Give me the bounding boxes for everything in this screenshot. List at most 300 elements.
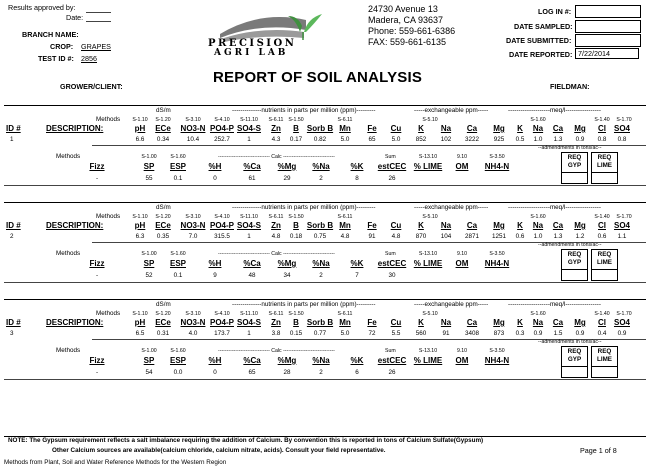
sample-value: 0.8 xyxy=(597,136,607,143)
exch-ppm-label: -----exchangeable ppm----- xyxy=(414,204,489,211)
block-top-rule xyxy=(4,105,646,106)
report-title: REPORT OF SOIL ANALYSIS xyxy=(213,69,423,86)
column-header-2: %K xyxy=(350,162,364,171)
method-code: S-1.70 xyxy=(616,117,632,123)
sample-value-2: 9 xyxy=(213,272,217,279)
method-code: S-1.40 xyxy=(594,311,610,317)
column-header-2: NH4-N xyxy=(484,356,510,365)
block-top-rule xyxy=(4,299,646,300)
req-text: REQ xyxy=(567,251,582,258)
sample-value: 104 xyxy=(440,233,452,240)
method-code: S-6.11 xyxy=(337,117,353,123)
block-bottom-rule xyxy=(4,282,646,283)
sum-label: Sum xyxy=(385,348,396,354)
sample-value: 0.5 xyxy=(515,136,525,143)
crop-label: CROP: xyxy=(50,42,74,51)
column-header: SO4-S xyxy=(236,124,261,133)
column-header: PO4-P xyxy=(209,124,234,133)
description-label: DESCRIPTION: xyxy=(46,221,104,230)
sample-value: 1.5 xyxy=(553,330,563,337)
methods-source: Methods from Plant, Soil and Water Reference Methods for the Western Region xyxy=(4,459,227,466)
lab-logo xyxy=(200,4,340,60)
log-in-field xyxy=(575,5,641,18)
column-header-2: estCEC xyxy=(377,162,407,171)
fieldman-label: FIELDMAN: xyxy=(550,82,590,91)
column-header: Na xyxy=(440,124,452,133)
sample-id: 1 xyxy=(10,136,14,143)
method-code: S-6.11 xyxy=(268,117,284,123)
date-label: Date: xyxy=(66,13,84,22)
method-code: S-1.20 xyxy=(155,311,171,317)
method-code: S-1.70 xyxy=(616,311,632,317)
method-code: S-3.10 xyxy=(185,117,201,123)
column-header: Cl xyxy=(598,221,606,230)
sample-value-2: 7 xyxy=(355,272,359,279)
lime-text: LIME xyxy=(596,356,613,363)
req-lime-header xyxy=(591,346,618,367)
column-header: SO4 xyxy=(613,124,630,133)
method-code: S-1.40 xyxy=(594,214,610,220)
column-header-2: NH4-N xyxy=(484,162,510,171)
date-reported-label: DATE REPORTED: xyxy=(509,50,573,59)
column-header: pH xyxy=(134,221,146,230)
sample-value: 1 xyxy=(247,136,251,143)
method-code: S-1.50 xyxy=(288,117,304,123)
req-lime-value xyxy=(591,269,618,281)
sample-value-2: 30 xyxy=(388,272,396,279)
sample-value: 5.5 xyxy=(391,330,401,337)
method-code: S-6.11 xyxy=(337,214,353,220)
column-header: K xyxy=(418,124,424,133)
sample-value-2: 2 xyxy=(319,272,323,279)
method-code-2: S-1.00 xyxy=(141,348,157,354)
sample-value-2: - xyxy=(95,272,99,279)
block-bottom-rule xyxy=(4,379,646,380)
methods-label-2: Methods xyxy=(56,250,81,257)
column-header-2: %Ca xyxy=(243,356,261,365)
sample-value: 102 xyxy=(440,136,452,143)
method-code-2: S-3.50 xyxy=(489,348,505,354)
req-lime-header xyxy=(591,249,618,270)
column-header-2: %H xyxy=(208,162,222,171)
column-header: Mn xyxy=(339,221,351,230)
column-header-2: ESP xyxy=(169,356,186,365)
sample-value: 91 xyxy=(368,233,376,240)
column-header: Zn xyxy=(271,318,281,327)
sample-value: 0.35 xyxy=(156,233,170,240)
column-header: Zn xyxy=(271,221,281,230)
column-header: PO4-P xyxy=(209,221,234,230)
date-submitted-label: DATE SUBMITTED: xyxy=(506,36,572,45)
method-code: S-6.11 xyxy=(337,311,353,317)
method-code: S-3.10 xyxy=(185,214,201,220)
column-header-2: SP xyxy=(143,162,155,171)
grower-label: GROWER/CLIENT: xyxy=(60,82,123,91)
column-header: Ca xyxy=(552,124,564,133)
sample-value: 0.82 xyxy=(313,136,327,143)
calc-label: ------------------------------ Calc ------------------------------ xyxy=(218,251,335,257)
method-code: S-1.10 xyxy=(132,214,148,220)
sample-value: 4.0 xyxy=(188,330,198,337)
column-header-2: SP xyxy=(143,259,155,268)
column-header-2: ESP xyxy=(169,259,186,268)
sample-value-2: 2 xyxy=(319,369,323,376)
date-underline xyxy=(86,21,111,22)
lab-address-2: Madera, CA 93637 xyxy=(368,15,444,25)
column-header: Mg xyxy=(574,124,586,133)
log-in-label: LOG IN #: xyxy=(538,7,572,16)
sample-value: 852 xyxy=(415,136,427,143)
block-top-rule xyxy=(4,202,646,203)
sample-value: 5.0 xyxy=(391,136,401,143)
column-header: Sorb B xyxy=(306,318,334,327)
sample-value: 5.0 xyxy=(340,136,350,143)
adm-label: --admendments in tons/ac-- xyxy=(538,242,602,248)
sample-value: 1.1 xyxy=(617,233,627,240)
sample-value: 1.3 xyxy=(553,136,563,143)
req-gyp-header xyxy=(561,152,588,173)
method-code: S-1.60 xyxy=(530,311,546,317)
column-header-2: Fizz xyxy=(89,162,105,171)
column-header: Fe xyxy=(367,318,377,327)
sample-value: 0.18 xyxy=(289,233,303,240)
logo-text-2: AGRI LAB xyxy=(214,48,289,58)
branch-name-label: BRANCH NAME: xyxy=(22,30,79,39)
sample-value: 173.7 xyxy=(214,330,230,337)
sample-value: 7.0 xyxy=(188,233,198,240)
methods-label-2: Methods xyxy=(56,153,81,160)
sample-value-2: 29 xyxy=(283,175,291,182)
sample-value: 0.9 xyxy=(617,330,627,337)
lime-text: LIME xyxy=(596,259,613,266)
column-header: PO4-P xyxy=(209,318,234,327)
sample-value: 1251 xyxy=(491,233,506,240)
test-id-value: 2856 xyxy=(81,54,97,63)
date-reported-value: 7/22/2014 xyxy=(575,48,639,59)
column-header-2: %Mg xyxy=(277,259,297,268)
test-id-label: TEST ID #: xyxy=(38,54,74,63)
column-header: Mn xyxy=(339,124,351,133)
method-code-2: S-1.60 xyxy=(170,251,186,257)
column-header: SO4-S xyxy=(236,221,261,230)
column-header-2: %Ca xyxy=(243,162,261,171)
column-header: Mg xyxy=(493,318,505,327)
column-header: NO3-N xyxy=(180,221,206,230)
method-code: S-6.11 xyxy=(268,214,284,220)
methods-label: Methods xyxy=(96,310,121,317)
sample-value-2: 65 xyxy=(248,369,256,376)
column-header-2: %K xyxy=(350,356,364,365)
column-header: K xyxy=(418,221,424,230)
sample-value-2: 0 xyxy=(213,175,217,182)
column-header: Cu xyxy=(390,124,402,133)
column-header: pH xyxy=(134,318,146,327)
method-code: S-11.10 xyxy=(240,214,258,220)
req-lime-header xyxy=(591,152,618,173)
column-header: Cu xyxy=(390,318,402,327)
column-header: K xyxy=(517,124,523,133)
column-header-2: NH4-N xyxy=(484,259,510,268)
sample-value: 0.9 xyxy=(575,330,585,337)
method-code: S-1.20 xyxy=(155,214,171,220)
sample-value: 91 xyxy=(442,330,450,337)
column-header: Cl xyxy=(598,124,606,133)
sample-value: 6.3 xyxy=(135,233,145,240)
column-header: Fe xyxy=(367,124,377,133)
req-gyp-value xyxy=(561,172,588,184)
sample-value: 4.8 xyxy=(340,233,350,240)
sample-value-2: 6 xyxy=(355,369,359,376)
meq-label: --------------------meq/l----------------- xyxy=(508,204,601,211)
column-header: K xyxy=(517,318,523,327)
req-text: REQ xyxy=(597,348,612,355)
footer-note-1: NOTE: The Gypsum requirement reflects a salt imbalance requiring the addition of Calcium. By convention this is reported in tons of Calcium Sulfate(Gypsum) xyxy=(8,437,484,444)
req-gyp-value xyxy=(561,269,588,281)
method-code-2: 9.10 xyxy=(456,348,468,354)
date-submitted-field xyxy=(575,34,641,47)
adm-label: --admendments in tons/ac-- xyxy=(538,145,602,151)
sample-value-2: 0 xyxy=(213,369,217,376)
column-header-2: OM xyxy=(455,259,469,268)
column-header-2: %H xyxy=(208,259,222,268)
sample-value: 560 xyxy=(415,330,427,337)
method-code-2: S-13.10 xyxy=(418,251,438,257)
sample-value: 873 xyxy=(493,330,505,337)
column-header-2: % LIME xyxy=(413,259,443,268)
methods-label: Methods xyxy=(96,116,121,123)
method-code: S-3.10 xyxy=(185,311,201,317)
calc-label: ------------------------------ Calc ------------------------------ xyxy=(218,154,335,160)
column-header-2: estCEC xyxy=(377,356,407,365)
sample-value: 0.17 xyxy=(289,136,303,143)
req-gyp-header xyxy=(561,249,588,270)
sample-value: 925 xyxy=(493,136,505,143)
req-gyp-header xyxy=(561,346,588,367)
lime-text: LIME xyxy=(596,162,613,169)
sample-id: 2 xyxy=(10,233,14,240)
column-header: Ca xyxy=(552,221,564,230)
sample-value: 1.0 xyxy=(533,233,543,240)
nutrients-ppm-label: --------------nutrients in parts per million (ppm)--------- xyxy=(232,107,376,114)
method-code-2: S-3.50 xyxy=(489,154,505,160)
column-header-2: % LIME xyxy=(413,162,443,171)
meq-label: --------------------meq/l----------------- xyxy=(508,301,601,308)
sample-value-2: 28 xyxy=(283,369,291,376)
sample-value: 252.7 xyxy=(214,136,230,143)
sample-value: 4.3 xyxy=(271,136,281,143)
lab-fax: FAX: 559-661-6135 xyxy=(368,37,447,47)
dsm-label: dS/m xyxy=(156,204,171,211)
sample-value: 3408 xyxy=(464,330,479,337)
sample-value-2: 26 xyxy=(388,175,396,182)
sample-value: 1.0 xyxy=(533,136,543,143)
method-code: S-4.10 xyxy=(214,117,230,123)
column-header: SO4-S xyxy=(236,318,261,327)
column-header: Cl xyxy=(598,318,606,327)
lab-address-1: 24730 Avenue 13 xyxy=(368,4,438,14)
id-label: ID # xyxy=(6,221,21,230)
column-header: B xyxy=(293,318,299,327)
sample-value: 3.8 xyxy=(271,330,281,337)
column-header: Mn xyxy=(339,318,351,327)
id-label: ID # xyxy=(6,318,21,327)
sample-value-2: 54 xyxy=(145,369,153,376)
column-header: NO3-N xyxy=(180,318,206,327)
req-text: REQ xyxy=(567,348,582,355)
method-code-2: S-1.00 xyxy=(141,154,157,160)
column-header-2: %H xyxy=(208,356,222,365)
nutrients-ppm-label: --------------nutrients in parts per million (ppm)--------- xyxy=(232,301,376,308)
method-code: S-4.10 xyxy=(214,214,230,220)
column-header: Na xyxy=(532,318,544,327)
exch-ppm-label: -----exchangeable ppm----- xyxy=(414,107,489,114)
column-header-2: %Na xyxy=(312,356,330,365)
method-code: S-1.70 xyxy=(616,214,632,220)
column-header-2: Fizz xyxy=(89,259,105,268)
method-code: S-1.10 xyxy=(132,311,148,317)
footer-note-2: Other Calcium sources are available(calcium chloride, calcium nitrate, acids). Consult your field representative. xyxy=(52,447,386,454)
id-label: ID # xyxy=(6,124,21,133)
sample-value-2: - xyxy=(95,175,99,182)
method-code: S-1.10 xyxy=(132,117,148,123)
method-code-2: 9.10 xyxy=(456,154,468,160)
method-code: S-1.60 xyxy=(530,214,546,220)
sample-value: 10.4 xyxy=(186,136,200,143)
sample-value: 6.5 xyxy=(135,330,145,337)
logo-text-1: PRECISION xyxy=(208,38,297,49)
method-code-2: S-1.00 xyxy=(141,251,157,257)
column-header: Na xyxy=(532,124,544,133)
sample-value: 5.0 xyxy=(340,330,350,337)
method-code-2: S-13.10 xyxy=(418,348,438,354)
req-text: REQ xyxy=(597,154,612,161)
methods-label-2: Methods xyxy=(56,347,81,354)
sample-value: 0.9 xyxy=(575,136,585,143)
sample-value: 0.31 xyxy=(156,330,170,337)
sample-value: 65 xyxy=(368,136,376,143)
calc-label: ------------------------------ Calc ------------------------------ xyxy=(218,348,335,354)
column-header: Na xyxy=(532,221,544,230)
method-code: S-11.10 xyxy=(240,117,258,123)
sample-value-2: 26 xyxy=(388,369,396,376)
method-code: S-1.20 xyxy=(155,117,171,123)
column-header: Sorb B xyxy=(306,221,334,230)
column-header: SO4 xyxy=(613,221,630,230)
column-header: Ca xyxy=(466,221,478,230)
sample-value: 1.3 xyxy=(553,233,563,240)
date-sampled-label: DATE SAMPLED: xyxy=(514,22,573,31)
dsm-label: dS/m xyxy=(156,301,171,308)
sample-value: 3222 xyxy=(464,136,479,143)
req-lime-value xyxy=(591,366,618,378)
column-header-2: %Na xyxy=(312,162,330,171)
gyp-text: GYP xyxy=(567,356,582,363)
column-header: Ca xyxy=(466,124,478,133)
exch-ppm-label: -----exchangeable ppm----- xyxy=(414,301,489,308)
column-header: ECe xyxy=(155,221,171,230)
sample-value: 4.8 xyxy=(271,233,281,240)
column-header-2: %Ca xyxy=(243,259,261,268)
column-header: Fe xyxy=(367,221,377,230)
column-header-2: OM xyxy=(455,356,469,365)
date-sampled-field xyxy=(575,20,641,33)
sample-value: 1.2 xyxy=(575,233,585,240)
column-header-2: OM xyxy=(455,162,469,171)
method-code: S-1.50 xyxy=(288,311,304,317)
sum-label: Sum xyxy=(385,251,396,257)
approved-underline xyxy=(86,12,111,13)
req-gyp-value xyxy=(561,366,588,378)
column-header: Sorb B xyxy=(306,124,334,133)
column-header: Mg xyxy=(574,221,586,230)
column-header: Mg xyxy=(574,318,586,327)
method-code: S-5.10 xyxy=(422,311,438,317)
sample-value-2: 2 xyxy=(319,175,323,182)
methods-label: Methods xyxy=(96,213,121,220)
req-lime-value xyxy=(591,172,618,184)
method-code-2: S-1.60 xyxy=(170,348,186,354)
meq-label: --------------------meq/l----------------- xyxy=(508,107,601,114)
method-code: S-5.10 xyxy=(422,117,438,123)
sample-value: 0.8 xyxy=(617,136,627,143)
column-header-2: ESP xyxy=(169,162,186,171)
method-code: S-5.10 xyxy=(422,214,438,220)
crop-value: GRAPES xyxy=(81,42,111,51)
nutrients-ppm-label: --------------nutrients in parts per million (ppm)--------- xyxy=(232,204,376,211)
sample-value: 72 xyxy=(368,330,376,337)
method-code: S-11.10 xyxy=(240,311,258,317)
column-header: NO3-N xyxy=(180,124,206,133)
sample-value-2: 34 xyxy=(283,272,291,279)
column-header: B xyxy=(293,221,299,230)
method-code-2: S-13.10 xyxy=(418,154,438,160)
sample-value-2: 55 xyxy=(145,175,153,182)
column-header-2: %Na xyxy=(312,259,330,268)
sample-value-2: 48 xyxy=(248,272,256,279)
sample-value-2: 8 xyxy=(355,175,359,182)
column-header: K xyxy=(418,318,424,327)
sample-value: 6.6 xyxy=(135,136,145,143)
adm-label: --admendments in tons/ac-- xyxy=(538,339,602,345)
sample-value-2: 0.1 xyxy=(173,272,183,279)
dsm-label: dS/m xyxy=(156,107,171,114)
column-header: Mg xyxy=(493,124,505,133)
sample-value: 0.6 xyxy=(597,233,607,240)
gyp-text: GYP xyxy=(567,259,582,266)
sample-value: 2871 xyxy=(464,233,479,240)
method-code-2: S-3.50 xyxy=(489,251,505,257)
column-header-2: % LIME xyxy=(413,356,443,365)
column-header-2: %K xyxy=(350,259,364,268)
block-bottom-rule xyxy=(4,185,646,186)
column-header: Ca xyxy=(552,318,564,327)
column-header: Zn xyxy=(271,124,281,133)
sample-value: 1 xyxy=(247,330,251,337)
gyp-text: GYP xyxy=(567,162,582,169)
column-header: pH xyxy=(134,124,146,133)
sample-value: 0.77 xyxy=(313,330,327,337)
sample-value-2: 0.1 xyxy=(173,175,183,182)
method-code: S-6.11 xyxy=(268,311,284,317)
sample-value-2: 61 xyxy=(248,175,256,182)
column-header-2: SP xyxy=(143,356,155,365)
column-header: Ca xyxy=(466,318,478,327)
method-code-2: 9.10 xyxy=(456,251,468,257)
sample-value: 870 xyxy=(415,233,427,240)
column-header: B xyxy=(293,124,299,133)
column-header-2: Fizz xyxy=(89,356,105,365)
sample-id: 3 xyxy=(10,330,14,337)
